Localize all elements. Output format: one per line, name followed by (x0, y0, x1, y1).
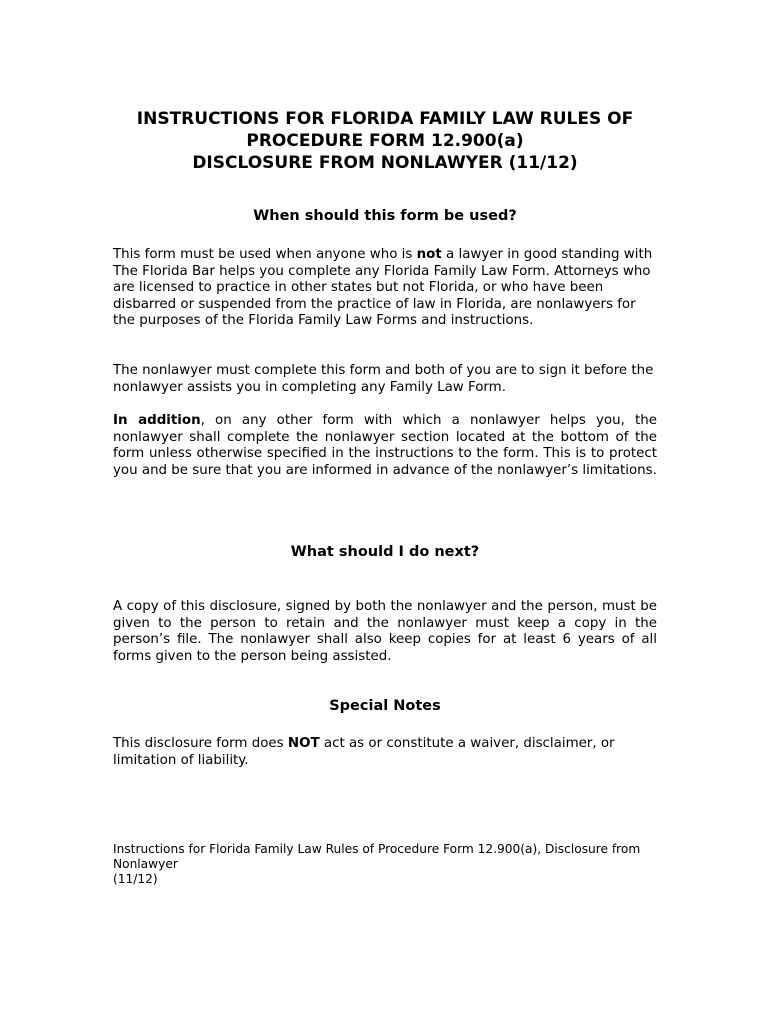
paragraph-text: act as or constitute a waiver, disclaimer, or limitation of liability. (113, 736, 615, 768)
page-footer (113, 842, 657, 887)
section-heading-special-notes: Special Notes (329, 698, 441, 714)
paragraph-text: a lawyer in good standing with The Florida Bar helps you complete any Florida Family Law Form. Attorneys who are licensed to practice in other states but not Florida, or who have been disbarred or suspended from the practice of law in Florida, are nonlawyers for the purposes of the Florida Family Law Forms and instructions. (113, 247, 653, 329)
paragraph-when-used (113, 247, 657, 330)
paragraph-special-notes (113, 736, 657, 769)
title-line-3: DISCLOSURE FROM NONLAWYER (11/12) (192, 153, 578, 173)
emphasis-not-caps: NOT (287, 736, 320, 751)
footer-line-2: (11/12) (113, 872, 158, 886)
paragraph-text: This form must be used when anyone who is (113, 247, 417, 262)
footer-line-1: Instructions for Florida Family Law Rules of Procedure Form 12.900(a), Disclosure from Nonlawyer (113, 842, 641, 871)
document-title (113, 108, 657, 174)
title-line-1: INSTRUCTIONS FOR FLORIDA FAMILY LAW RULES OF (136, 109, 634, 129)
section-heading-when: When should this form be used? (253, 208, 517, 224)
paragraph-in-addition (113, 413, 657, 479)
paragraph-text: , on any other form with which a nonlawyer helps you, the nonlawyer shall complete the nonlawyer section located at the bottom of the form unless otherwise specified in the instructions to the form. This is to protect you and be sure that you are informed in advance of the nonlawyer’s limitations. (113, 413, 657, 478)
section-heading-next: What should I do next? (290, 544, 480, 560)
emphasis-in-addition: In addition (113, 413, 201, 428)
paragraph-text: This disclosure form does (113, 736, 288, 751)
paragraph-copy-disclosure: A copy of this disclosure, signed by both the nonlawyer and the person, must be given to the person to retain and the nonlawyer must keep a copy in the person’s file. The nonlawyer shall also keep copies for at least 6 years of all forms given to the person being assisted. (113, 599, 657, 664)
paragraph-must-complete: The nonlawyer must complete this form and both of you are to sign it before the nonlawyer assists you in completing any Family Law Form. (113, 363, 654, 395)
emphasis-not: not (416, 247, 442, 262)
title-line-2: PROCEDURE FORM 12.900(a) (246, 131, 524, 151)
